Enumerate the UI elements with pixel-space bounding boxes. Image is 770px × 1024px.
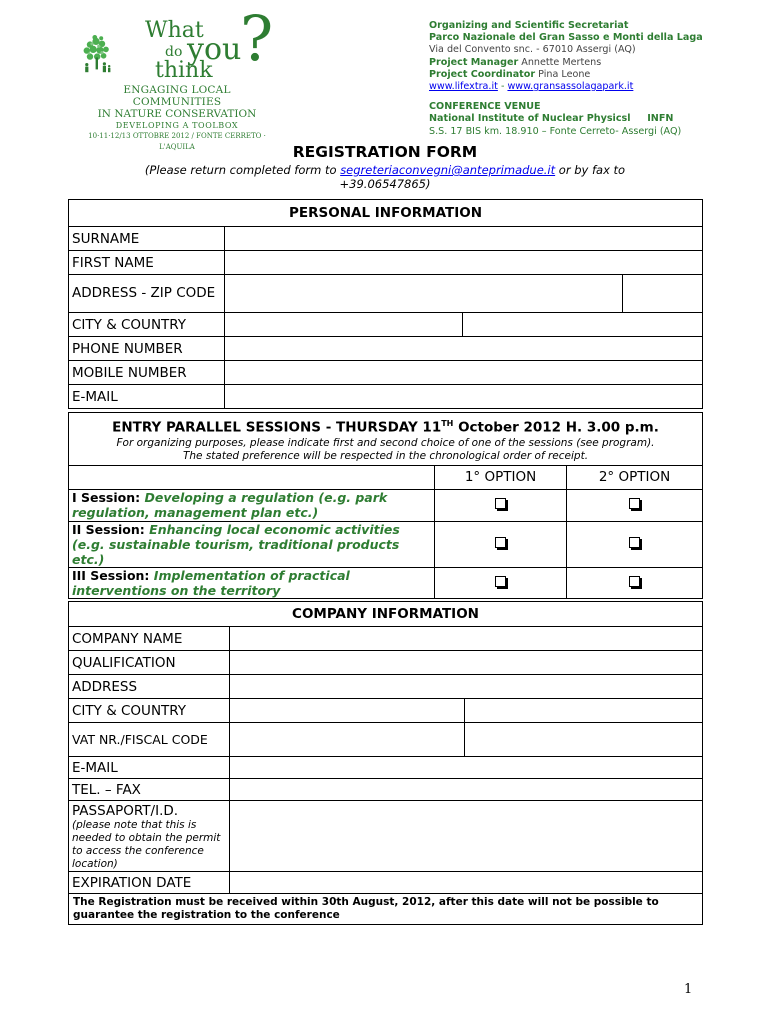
project-manager [429,57,703,69]
website-links [429,81,703,93]
sessions-heading-post: October 2012 H. 3.00 p.m. [453,419,659,436]
expiration-label: EXPIRATION DATE [69,872,230,894]
tagline-line-3: DEVELOPING A TOOLBOX [115,121,239,130]
vat-label: VAT NR./FISCAL CODE [69,723,230,757]
tagline-line-1: ENGAGING LOCAL COMMUNITIES [123,84,231,108]
sessions-heading-pre: ENTRY PARALLEL SESSIONS - THURSDAY 11 [112,419,442,436]
first-name-label: FIRST NAME [69,251,225,275]
session-1-option-2-checkbox[interactable] [629,498,640,509]
sessions-heading [72,415,699,437]
city-field[interactable] [225,313,463,337]
session-3-title: Implementation of practical interventions on the territory [72,567,350,598]
session-1 [69,489,435,521]
page-number: 1 [684,982,693,997]
session-3 [69,567,435,598]
fiscal-code-field[interactable] [465,723,703,757]
sessions-note-2: The stated preference will be respected in the chronological order of receipt. [182,449,589,462]
venue-name [429,113,703,125]
logo-question-mark: ? [240,2,274,75]
session-2 [69,521,435,567]
phone-label: PHONE NUMBER [69,337,225,361]
company-info-table [68,601,703,925]
fax-number: +39.06547865) [339,177,431,191]
link-separator: - [497,81,508,93]
company-address-field[interactable] [230,675,703,699]
phone-field[interactable] [225,337,703,361]
session-3-option-1-checkbox[interactable] [495,576,506,587]
mobile-field[interactable] [225,361,703,385]
session-1-label: I Session: [72,490,141,505]
tel-fax-label: TEL. – FAX [69,779,230,801]
company-name-field[interactable] [230,627,703,651]
logo-word-what: What [145,18,204,43]
venue-label: CONFERENCE VENUE [429,101,541,113]
subtitle-pre: (Please return completed form to [144,163,341,177]
qualification-label: QUALIFICATION [69,651,230,675]
sessions-table [68,412,703,599]
tel-fax-field[interactable] [230,779,703,801]
pc-name: Pina Leone [538,68,591,80]
company-country-field[interactable] [465,699,703,723]
passport-note: (please note that this is needed to obtain the permit to access the conference location) [72,819,221,870]
link-gransasso[interactable]: www.gransassolagapark.it [507,81,634,93]
session-3-option-2-checkbox[interactable] [629,576,640,587]
venue-address: S.S. 17 BIS km. 18.910 – Fonte Cerreto- Assergi (AQ) [429,125,682,137]
sessions-header-cell [69,413,703,466]
form-subtitle [0,163,770,191]
sessions-heading-sup: TH [441,419,454,428]
address-zip-label: ADDRESS - ZIP CODE [69,275,225,313]
vat-field[interactable] [230,723,465,757]
qualification-field[interactable] [230,651,703,675]
passport-field[interactable] [230,801,703,872]
registration-deadline-note: The Registration must be received within 30th August, 2012, after this date will not be possible to guarantee the registration to the conference [69,894,703,925]
pc-label: Project Coordinator [429,68,536,80]
company-heading: COMPANY INFORMATION [69,602,703,627]
session-2-option-2-checkbox[interactable] [629,537,640,548]
personal-info-table [68,199,703,409]
organizer-info [429,20,703,138]
surname-field[interactable] [225,227,703,251]
email-field[interactable] [225,385,703,409]
company-address-label: ADDRESS [69,675,230,699]
surname-label: SURNAME [69,227,225,251]
session-1-option-1-checkbox[interactable] [495,498,506,509]
logo-word-think: think [155,58,213,83]
session-3-label: III Session: [72,567,150,583]
option-2-header: 2° OPTION [567,465,703,489]
org-address: Via del Convento snc. - 67010 Assergi (AQ) [429,44,636,56]
email-link[interactable]: segreteriaconvegni@anteprimadue.it [340,163,556,177]
session-2-option-1-checkbox[interactable] [495,537,506,548]
subtitle-post: or by fax to [555,163,626,177]
form-title: REGISTRATION FORM [292,143,478,161]
org-title: Organizing and Scientific Secretariat [429,20,629,31]
session-2-label: II Session: [72,521,145,537]
city-country-label: CITY & COUNTRY [69,313,225,337]
sessions-note-1: For organizing purposes, please indicate first and second choice of one of the sessions (see program). [116,436,655,449]
personal-heading: PERSONAL INFORMATION [69,200,703,227]
logo-word-do: do [165,44,183,60]
org-name: Parco Nazionale del Gran Sasso e Monti della Laga [429,32,703,44]
venue-abbr: INFN [647,113,674,125]
session-1-title: Developing a regulation (e.g. park regulation, management plan etc.) [72,490,388,520]
pm-label: Project Manager [429,56,519,68]
logo-dates: 10·11·12/13 OTTOBRE 2012 / FONTE CERRETO · L'AQUILA [88,132,266,151]
passport-cell [69,801,230,872]
sessions-blank-header [69,465,435,489]
tagline-line-2: IN NATURE CONSERVATION [97,108,257,120]
logo-word-you: you [187,32,242,67]
country-field[interactable] [463,313,703,337]
company-name-label: COMPANY NAME [69,627,230,651]
address-field[interactable] [225,275,623,313]
pm-name: Annette Mertens [521,56,602,68]
mobile-label: MOBILE NUMBER [69,361,225,385]
venue-name-text: National Institute of Nuclear Physicsl [429,113,631,125]
email-label: E-MAIL [69,385,225,409]
link-lifextra[interactable]: www.lifextra.it [429,81,498,93]
expiration-field[interactable] [230,872,703,894]
passport-label: PASSAPORT/I.D. [72,803,179,819]
company-city-field[interactable] [230,699,465,723]
zip-field[interactable] [623,275,703,313]
company-email-field[interactable] [230,757,703,779]
company-city-country-label: CITY & COUNTRY [69,699,230,723]
option-1-header: 1° OPTION [435,465,567,489]
session-2-title: Enhancing local economic activities (e.g. sustainable tourism, traditional products etc.) [72,521,400,567]
project-coordinator [429,69,703,81]
company-email-label: E-MAIL [69,757,230,779]
first-name-field[interactable] [225,251,703,275]
